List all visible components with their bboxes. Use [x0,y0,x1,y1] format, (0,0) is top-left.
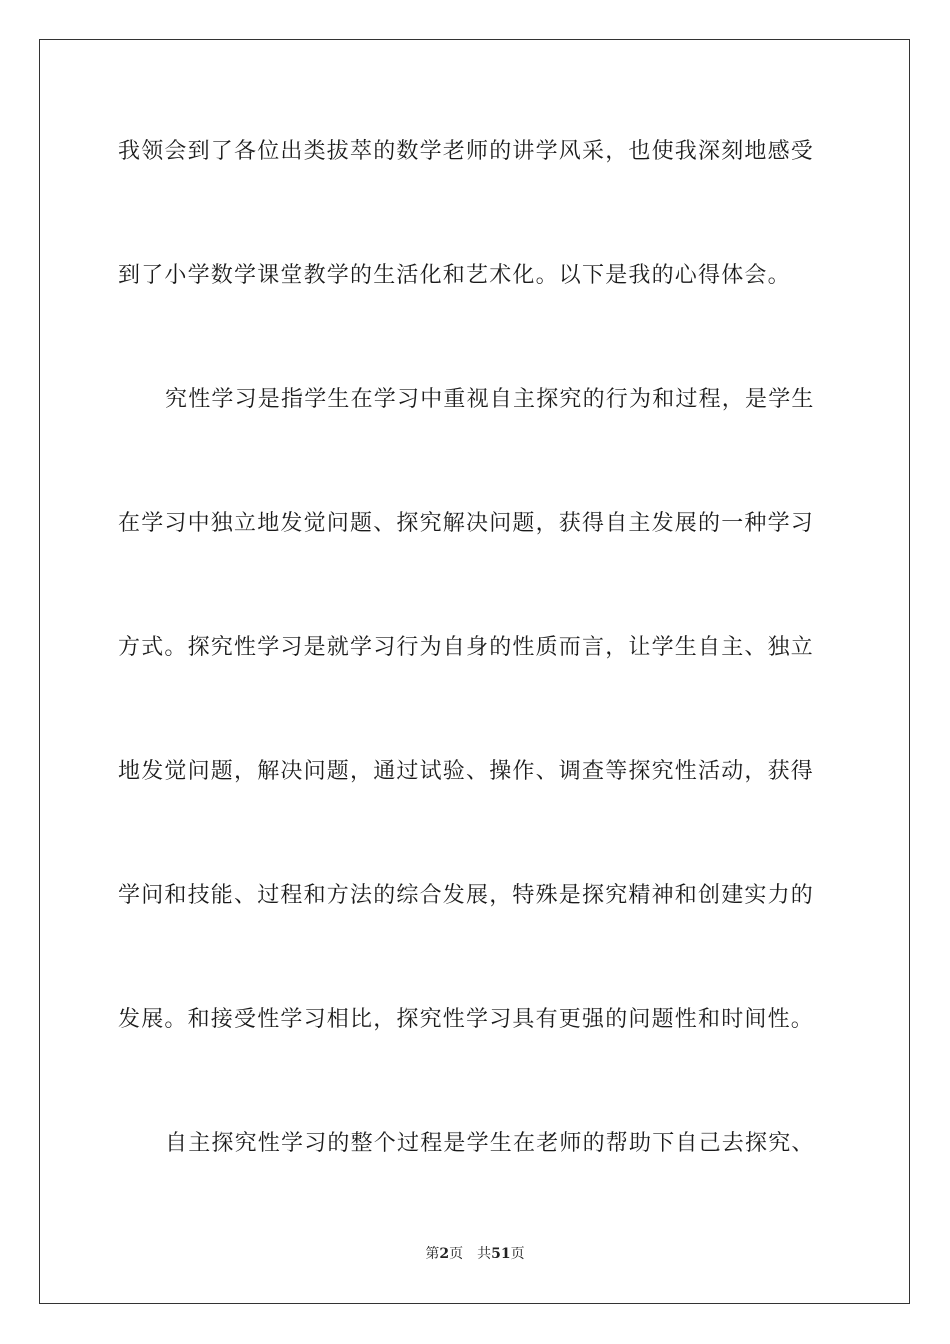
paragraph-start-line: 自主探究性学习的整个过程是学生在老师的帮助下自己去探究、 [165,1131,815,1156]
total-prefix: 共 [477,1246,492,1262]
paragraph-start-line: 究性学习是指学生在学习中重视自主探究的行为和过程，是学生 [165,387,815,412]
page-footer [0,1245,950,1263]
page-suffix: 页 [449,1246,464,1262]
body-text-line: 地发觉问题，解决问题，通过试验、操作、调查等探究性活动，获得 [118,759,815,784]
body-text-line: 在学习中独立地发觉问题、探究解决问题，获得自主发展的一种学习 [118,511,815,536]
total-pages: 51 [491,1246,511,1262]
body-text-line: 发展。和接受性学习相比，探究性学习具有更强的问题性和时间性。 [118,1007,815,1032]
body-text-line: 学问和技能、过程和方法的综合发展，特殊是探究精神和创建实力的 [118,883,815,908]
body-text-line: 到了小学数学课堂教学的生活化和艺术化。以下是我的心得体会。 [118,263,791,288]
total-suffix: 页 [510,1246,525,1262]
body-text-line: 我领会到了各位出类拔萃的数学老师的讲学风采，也使我深刻地感受 [118,139,815,164]
page-prefix: 第 [425,1246,440,1262]
page-border [39,39,910,1304]
body-text-line: 方式。探究性学习是就学习行为自身的性质而言，让学生自主、独立 [118,635,815,660]
page-number: 2 [439,1246,450,1262]
